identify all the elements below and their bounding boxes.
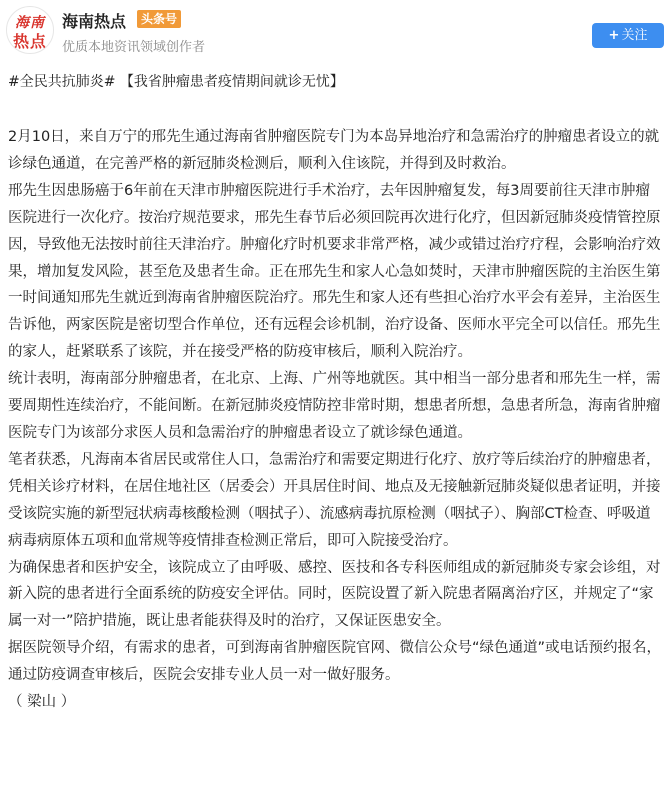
- article-paragraph: 2月10日，来自万宁的邢先生通过海南省肿瘤医院专门为本岛异地治疗和急需治疗的肿瘤患者设立的就诊绿色通道，在完善严格的新冠肺炎检测后，顺利入住该院，并得到及时救治。: [8, 129, 660, 172]
- article-body: [8, 124, 664, 716]
- article-paragraph: 笔者获悉，凡海南本省居民或常住人口，急需治疗和需要定期进行化疗、放疗等后续治疗的肿瘤患者，凭相关诊疗材料，在居住地社区（居委会）开具居住时间、地点及无接触新冠肺炎疑似患者证明，并接受该院实施的新型冠状病毒核酸检测（咽拭子）、流感病毒抗原检测（咽拭子）、胸部CT检查、呼吸道病毒病原体五项和血常规等疫情排查检测正常后，即可入院接受治疗。: [8, 451, 661, 549]
- follow-button[interactable]: [592, 23, 664, 48]
- article-byline: （ 梁山 ）: [8, 694, 76, 711]
- article-paragraph: 据医院领导介绍，有需求的患者，可到海南省肿瘤医院官网、微信公众号“绿色通道”或电话预约报名，通过防疫调查审核后，医院会安排专业人员一对一做好服务。: [8, 640, 662, 684]
- avatar-logo-text-top: 海南: [15, 15, 45, 31]
- post-tagline: [8, 71, 344, 91]
- account-name[interactable]: 海南热点: [62, 12, 127, 31]
- avatar-logo-text-bottom: 热点: [12, 32, 47, 51]
- hashtag-link[interactable]: #全民共抗肺炎#: [8, 74, 116, 90]
- article-paragraph: 统计表明，海南部分肿瘤患者，在北京、上海、广州等地就医。其中相当一部分患者和邢先生一样，需要周期性连续治疗，不能间断。在新冠肺炎疫情防控非常时期，想患者所想，急患者所急，海南省肿瘤医院专门为该部分求医人员和急需治疗的肿瘤患者设立了就诊绿色通道。: [8, 371, 661, 441]
- plus-icon: +: [608, 28, 620, 43]
- avatar[interactable]: [6, 6, 54, 54]
- headline: 【我省肿瘤患者疫情期间就诊无忧】: [119, 74, 344, 90]
- article-paragraph: 邢先生因患肠癌于6年前在天津市肿瘤医院进行手术治疗，去年因肿瘤复发，每3周要前往天津市肿瘤医院进行一次化疗。按治疗规范要求，邢先生春节后必须回院再次进行化疗，但因新冠肺炎疫情管控原因，导致他无法按时前往天津治疗。肿瘤化疗时机要求非常严格，减少或错过治疗疗程，会影响治疗效果，增加复发风险，甚至危及患者生命。正在邢先生和家人心急如焚时，天津市肿瘤医院的主治医生第一时间通知邢先生就近到海南省肿瘤医院治疗。邢先生和家人还有些担心治疗水平会有差异，主治医生告诉他，两家医院是密切型合作单位，还有远程会诊机制，治疗设备、医师水平完全可以信任。邢先生的家人，赶紧联系了该院，并在接受严格的防疫审核后，顺利入院治疗。: [8, 182, 661, 361]
- account-subtitle: 优质本地资讯领域创作者: [62, 40, 206, 55]
- follow-label: 关注: [621, 28, 648, 43]
- toutiao-badge: 头条号: [137, 10, 181, 28]
- account-header: [0, 0, 666, 62]
- article-paragraph: 为确保患者和医护安全，该院成立了由呼吸、感控、医技和各专科医师组成的新冠肺炎专家会诊组，对新入院的患者进行全面系统的防疫安全评估。同时，医院设置了新入院患者隔离治疗区，并规定了“家属一对一”陪护措施，既让患者能获得及时的治疗，又保证医患安全。: [8, 559, 661, 630]
